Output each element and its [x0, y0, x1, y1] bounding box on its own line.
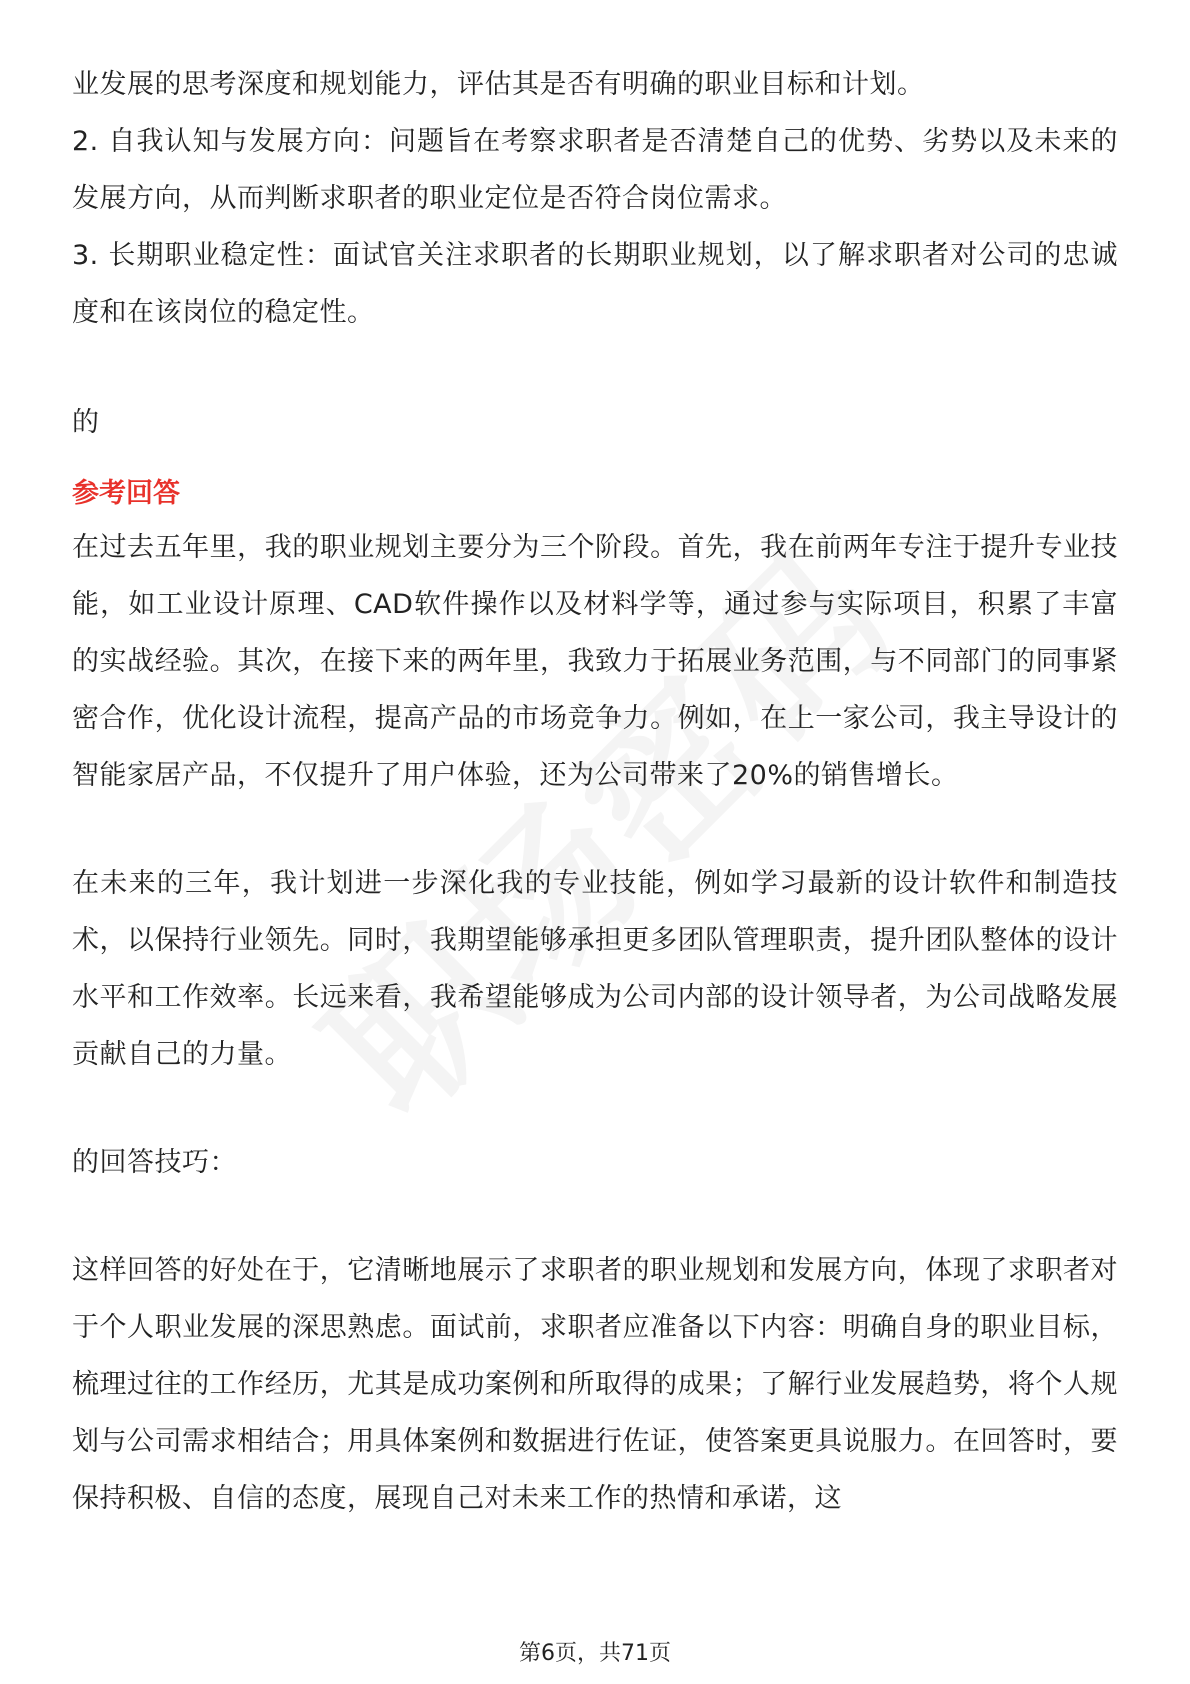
point-2-paragraph: 2. 自我认知与发展方向：问题旨在考察求职者是否清楚自己的优势、劣势以及未来的发展方向，从而判断求职者的职业定位是否符合岗位需求。: [72, 126, 1118, 214]
page-number-footer: 第6页，共71页: [519, 1641, 671, 1666]
tips-paragraph: 这样回答的好处在于，它清晰地展示了求职者的职业规划和发展方向，体现了求职者对于个人职业发展的深思熟虑。面试前，求职者应准备以下内容：明确自身的职业目标，梳理过往的工作经历，尤其是成功案例和所取得的成果；了解行业发展趋势，将个人规划与公司需求相结合；用具体案例和数据进行佐证，使答案更具说服力。在回答时，要保持积极、自信的态度，展现自己对未来工作的热情和承诺，这: [72, 1255, 1118, 1514]
answer-paragraph-2: 在未来的三年，我计划进一步深化我的专业技能，例如学习最新的设计软件和制造技术，以保持行业领先。同时，我期望能够承担更多团队管理职责，提升团队整体的设计水平和工作效率。长远来看，我希望能够成为公司内部的设计领导者，为公司战略发展贡献自己的力量。: [72, 868, 1118, 1070]
answer-paragraph-1: 在过去五年里，我的职业规划主要分为三个阶段。首先，我在前两年专注于提升专业技能，如工业设计原理、CAD软件操作以及材料学等，通过参与实际项目，积累了丰富的实战经验。其次，在接下来的两年里，我致力于拓展业务范围，与不同部门的同事紧密合作，优化设计流程，提高产品的市场竞争力。例如，在上一家公司，我主导设计的智能家居产品，不仅提升了用户体验，还为公司带来了20%的销售增长。: [72, 532, 1118, 791]
point-3-paragraph: 3. 长期职业稳定性：面试官关注求职者的长期职业规划，以了解求职者对公司的忠诚度和在该岗位的稳定性。: [72, 240, 1118, 328]
intro-tail-paragraph: 业发展的思考深度和规划能力，评估其是否有明确的职业目标和计划。: [72, 69, 925, 100]
page-content: [72, 56, 1118, 1527]
reference-answer-heading: 参考回答: [72, 478, 180, 509]
tips-heading: 的回答技巧：: [72, 1147, 237, 1178]
question-fragment: 的: [72, 407, 100, 438]
